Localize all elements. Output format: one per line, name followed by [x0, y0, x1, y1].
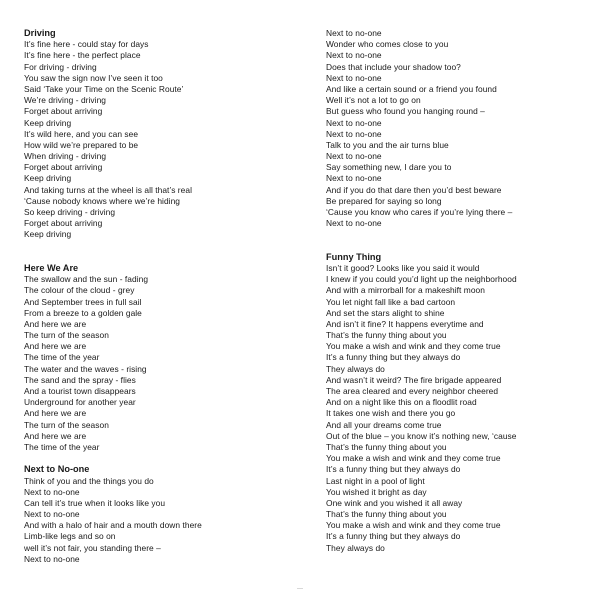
lyric-line: The swallow and the sun - fading	[24, 274, 149, 285]
lyric-line: And taking turns at the wheel is all that’s real	[24, 184, 192, 195]
lyric-line: The water and the waves - rising	[24, 363, 147, 374]
lyric-line: That’s the funny thing about you	[326, 330, 447, 341]
lyric-line: How wild we’re prepared to be	[24, 139, 139, 150]
lyric-line: You let night fall like a bad cartoon	[326, 296, 456, 307]
lyric-line: Next to no-one	[24, 486, 80, 497]
lyric-line: It takes one wish and there you go	[326, 408, 456, 419]
lyric-line: That’s the funny thing about you	[326, 441, 447, 452]
song-lines	[24, 39, 294, 240]
lyric-line: It’s fine here - could stay for days	[24, 39, 149, 50]
lyric-line: You make a wish and wink and they come true	[326, 341, 501, 352]
lyric-line: It’s a funny thing but they always do	[326, 352, 461, 363]
stanza-gap	[326, 229, 596, 240]
lyric-line: Well it’s not a lot to go on	[326, 95, 421, 106]
right-column	[326, 28, 596, 554]
lyric-line: Next to no-one	[326, 117, 382, 128]
lyric-line: Say something new, I dare you to	[326, 162, 452, 173]
lyric-line: So keep driving - driving	[24, 207, 116, 217]
lyric-line: Can tell it’s true when it looks like you	[24, 497, 166, 508]
song-lines	[326, 28, 596, 229]
lyric-line: Keep driving	[24, 173, 72, 184]
lyric-line: ‘Cause you know who cares if you’re lying there –	[326, 207, 513, 217]
lyric-line: And here we are	[24, 341, 87, 352]
lyric-line: The turn of the season	[24, 419, 109, 430]
lyric-line: well it’s not fair, you standing there –	[24, 542, 161, 553]
lyric-line: Last night in a pool of light	[326, 475, 425, 486]
left-column	[24, 28, 294, 565]
lyric-line: Next to no-one	[326, 128, 382, 139]
song-title: Funny Thing	[326, 251, 382, 262]
lyric-line: We’re driving - driving	[24, 95, 106, 106]
song-driving	[24, 28, 294, 241]
lyric-line: Next to no-one	[326, 28, 382, 38]
lyric-line: Keep driving	[24, 117, 72, 128]
lyric-line: Limb-like legs and so on	[24, 531, 116, 542]
lyric-line: Next to no-one	[24, 509, 80, 520]
song-funny-thing	[326, 252, 596, 554]
lyric-line: The colour of the cloud - grey	[24, 285, 135, 296]
lyric-line: Out of the blue – you know it’s nothing new, ‘cause	[326, 430, 517, 441]
song-lines	[24, 274, 294, 453]
lyric-line: Next to no-one	[24, 553, 80, 564]
lyric-line: You saw the sign now I’ve seen it too	[24, 72, 163, 83]
lyric-line: One wink and you wished it all away	[326, 497, 463, 508]
lyric-line: You make a wish and wink and they come true	[326, 453, 501, 464]
lyric-line: Keep driving	[24, 229, 72, 240]
lyric-line: Talk to you and the air turns blue	[326, 139, 449, 150]
lyric-line: And with a halo of hair and a mouth down there	[24, 520, 202, 531]
lyric-line: Next to no-one	[326, 72, 382, 83]
song-title: Here We Are	[24, 262, 79, 273]
song-lines	[326, 263, 596, 554]
lyric-line: Wonder who comes close to you	[326, 39, 449, 50]
lyric-line: Does that include your shadow too?	[326, 61, 461, 72]
stanza-gap	[24, 252, 294, 263]
lyric-line: Forget about arriving	[24, 162, 103, 173]
lyric-line: The area cleared and every neighbor cheered	[326, 386, 499, 396]
lyric-line: From a breeze to a golden gale	[24, 307, 142, 318]
stanza-gap	[326, 241, 596, 252]
lyric-line: For driving - driving	[24, 61, 97, 72]
lyric-line: Next to no-one	[326, 173, 382, 184]
lyric-line: And all your dreams come true	[326, 419, 442, 430]
lyric-line: Forget about arriving	[24, 218, 103, 229]
lyric-line: It’s a funny thing but they always do	[326, 464, 461, 475]
stanza-gap	[24, 453, 294, 464]
lyric-line: And if you do that dare then you’d best beware	[326, 184, 502, 195]
lyric-line: And wasn’t it weird? The fire brigade appeared	[326, 374, 502, 385]
song-here-we-are	[24, 263, 294, 453]
stanza-gap	[24, 241, 294, 252]
lyric-line: Said ‘Take your Time on the Scenic Route’	[24, 83, 184, 94]
lyric-line: It’s fine here - the perfect place	[24, 50, 141, 61]
lyric-line: And set the stars alight to shine	[326, 307, 445, 318]
lyric-line: They always do	[326, 542, 385, 553]
lyric-line: You wished it bright as day	[326, 486, 427, 497]
lyric-line: Think of you and the things you do	[24, 475, 154, 486]
lyric-line: Next to no-one	[326, 218, 382, 229]
lyric-line: But guess who found you hanging round –	[326, 106, 485, 117]
lyric-line: The sand and the spray - flies	[24, 374, 136, 385]
lyric-line: Isn’t it good? Looks like you said it would	[326, 262, 480, 273]
song-next-to-no-one-continued	[326, 28, 596, 229]
lyric-line: And a tourist town disappears	[24, 386, 136, 396]
lyric-line: Forget about arriving	[24, 106, 103, 117]
fold-mark	[297, 588, 303, 589]
lyric-line: And here we are	[24, 318, 87, 329]
lyric-line: The time of the year	[24, 352, 100, 363]
lyric-line: The turn of the season	[24, 330, 109, 341]
lyric-line: And with a mirrorball for a makeshift moon	[326, 285, 485, 296]
song-next-to-no-one	[24, 464, 294, 565]
lyric-line: And isn’t it fine? It happens everytime and	[326, 318, 484, 329]
lyric-line: And on a night like this on a floodlit road	[326, 397, 477, 408]
lyric-line: And September trees in full sail	[24, 296, 142, 307]
lyric-line: And here we are	[24, 430, 87, 441]
lyric-line: When driving - driving	[24, 151, 107, 162]
lyric-line: Next to no-one	[326, 50, 382, 61]
lyric-line: It’s a funny thing but they always do	[326, 531, 461, 542]
lyric-line: They always do	[326, 363, 385, 374]
lyric-line: Underground for another year	[24, 397, 136, 408]
lyric-line: The time of the year	[24, 441, 100, 452]
lyric-line: I knew if you could you’d light up the neighborhood	[326, 274, 517, 285]
lyric-line: It’s wild here, and you can see	[24, 128, 139, 139]
lyric-line: Next to no-one	[326, 151, 382, 162]
lyric-line: That’s the funny thing about you	[326, 509, 447, 520]
song-title: Next to No-one	[24, 464, 90, 475]
song-lines	[24, 476, 294, 566]
lyric-line: And like a certain sound or a friend you found	[326, 83, 497, 94]
lyric-line: And here we are	[24, 408, 87, 419]
lyric-line: ‘Cause nobody knows where we’re hiding	[24, 195, 180, 206]
song-title: Driving	[24, 28, 56, 38]
lyric-line: You make a wish and wink and they come true	[326, 520, 501, 531]
lyric-line: Be prepared for saying so long	[326, 195, 442, 206]
